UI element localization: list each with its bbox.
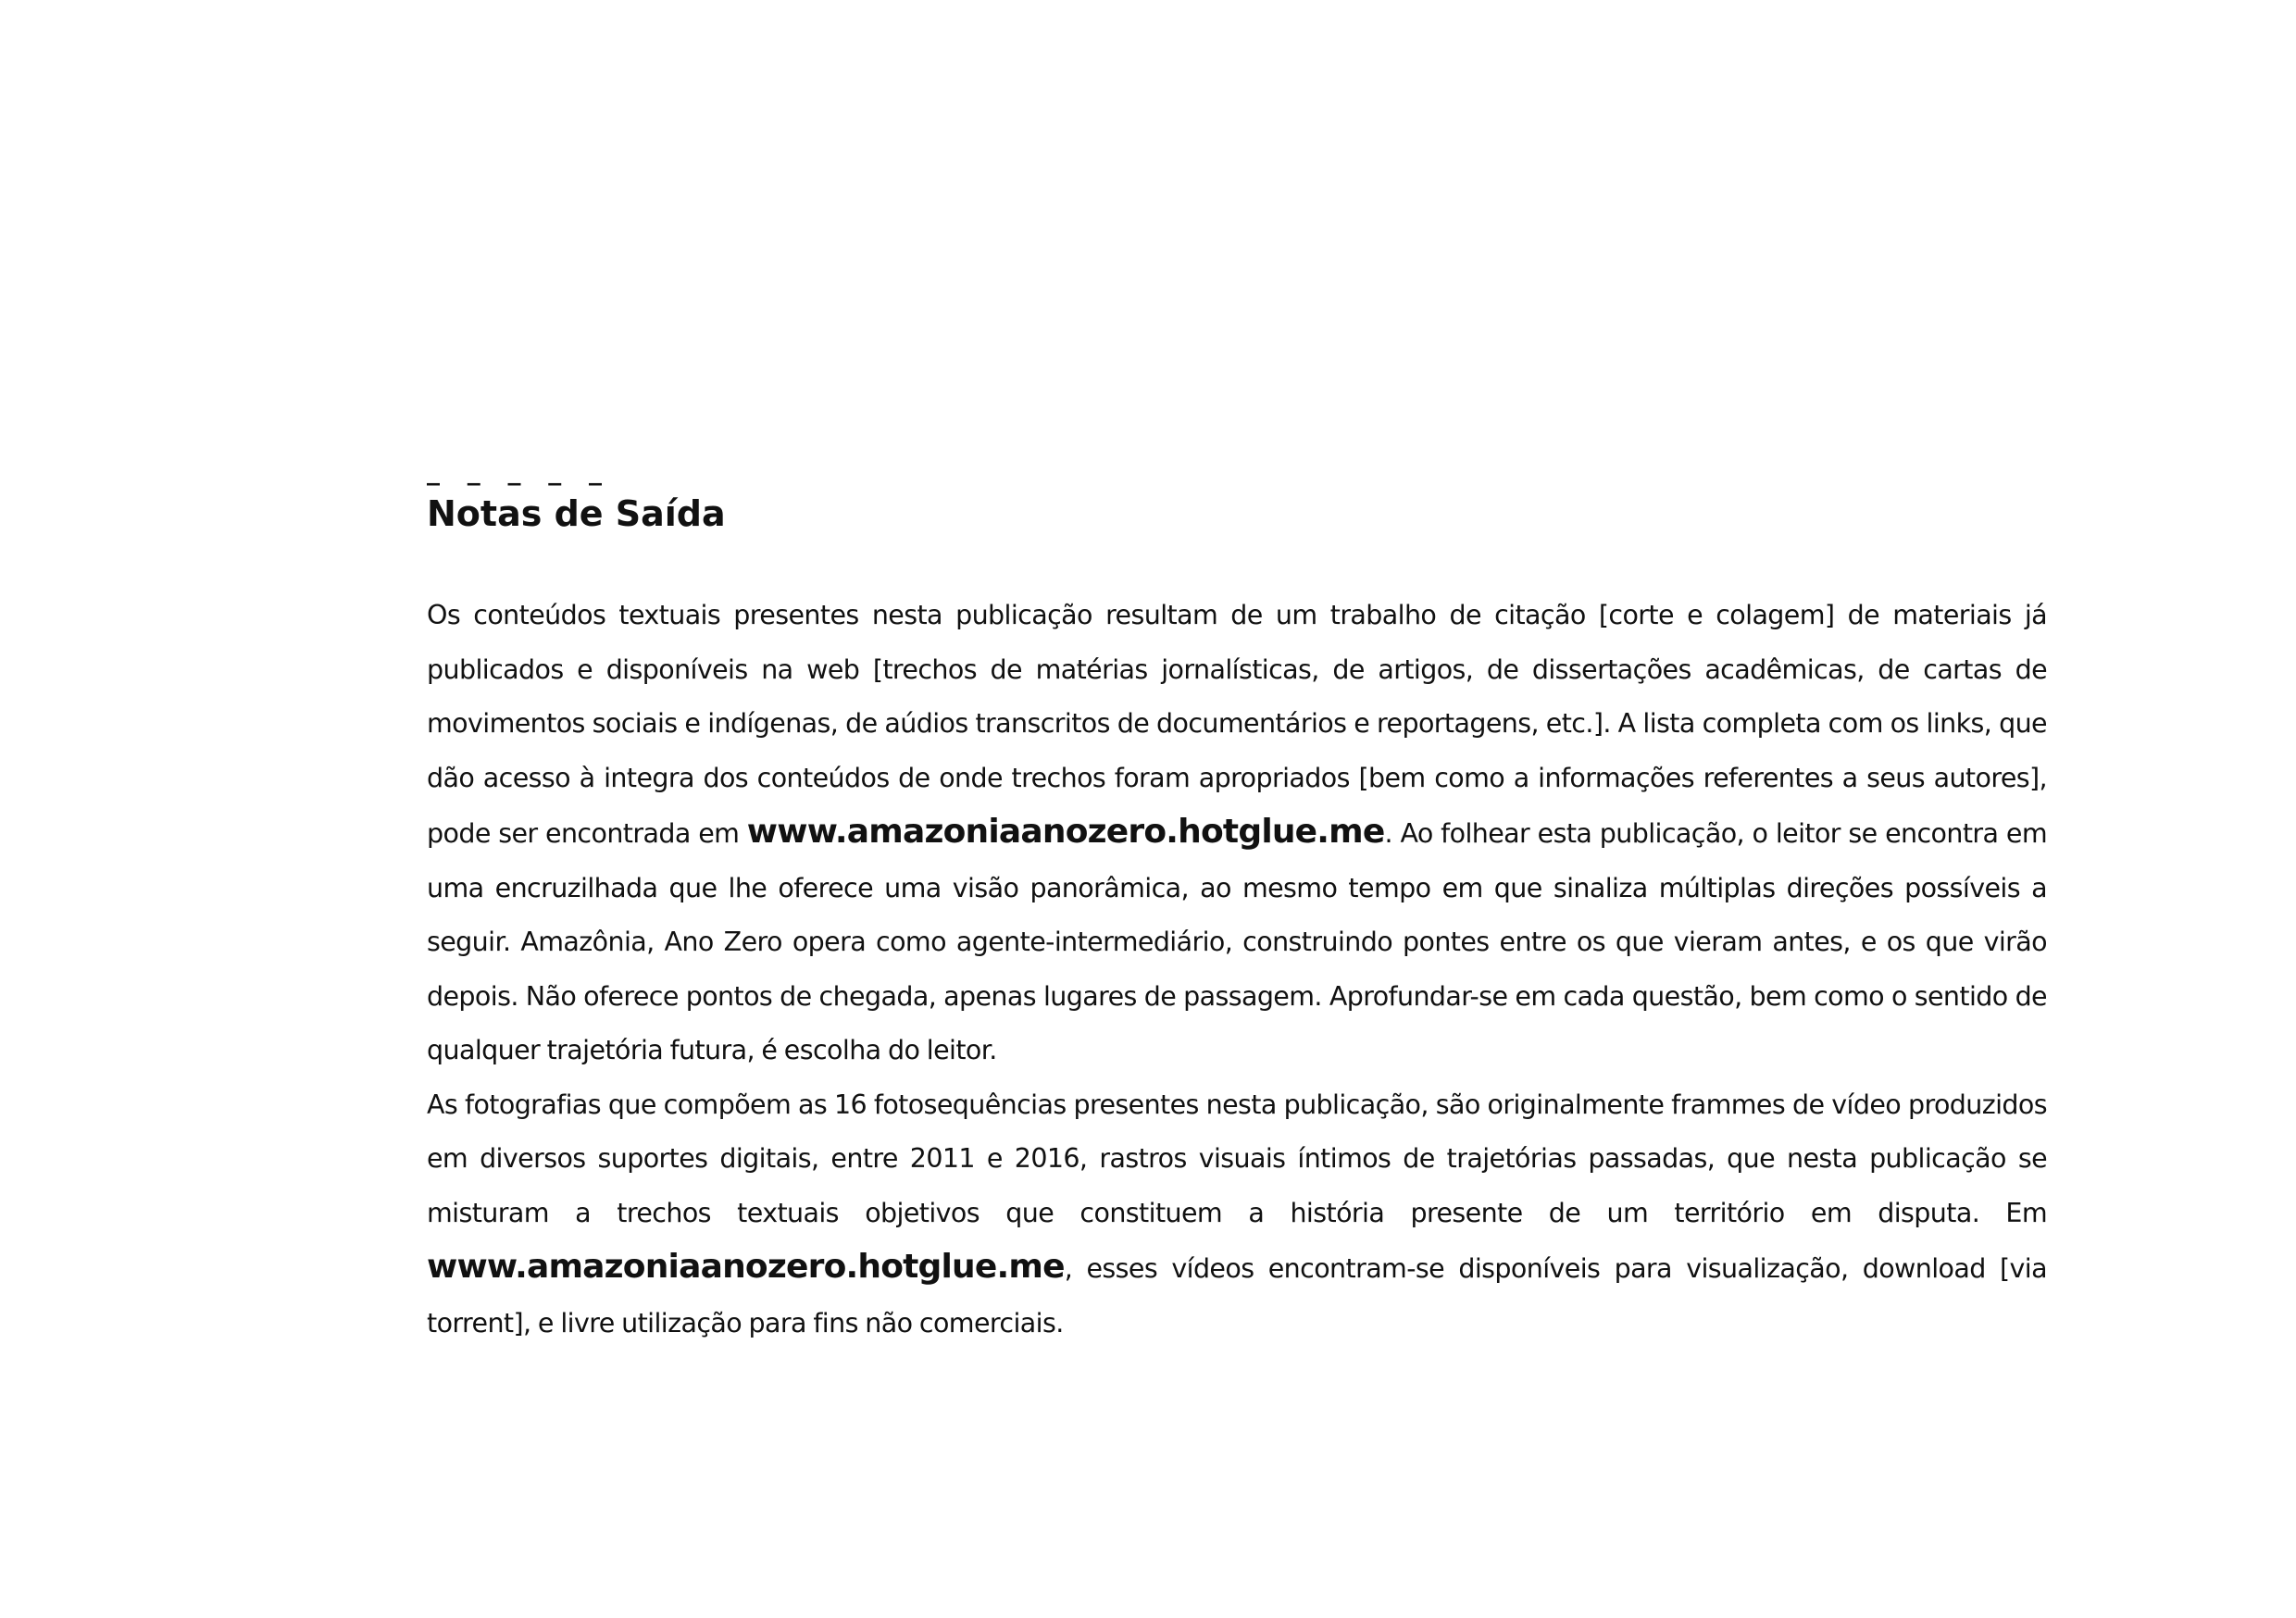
document-section: [427, 457, 2047, 1350]
paragraph-1: [427, 589, 2047, 1078]
section-dashes: _ _ _ _ _: [427, 455, 611, 486]
body-text: [427, 589, 2047, 1350]
paragraph-1-text-start: Os conteúdos textuais presentes nesta publicação resultam de um trabalho de citação [corte e colagem] de materiais já publicados e disponíveis na web [trechos de matérias jornalísticas, de artigos, de dissertações acadêmicas, de cartas de movimentos sociais e indígenas, de aúdios transcritos de documentários e reportagens, etc.]. A lista completa com os links, que dão acesso à integra dos conteúdos de onde trechos foram apropriados [bem como a informações referentes a seus autores], pode ser encontrada em: [427, 600, 2047, 849]
website-link[interactable]: www.amazoniaanozero.hotglue.me: [746, 813, 1385, 851]
paragraph-2-text-start: As fotografias que compõem as 16 fotosequências presentes nesta publicação, são originalmente frammes de vídeo produzidos em diversos suportes digitais, entre 2011 e 2016, rastros visuais íntimos de trajetórias passadas, que nesta publicação se misturam a trechos textuais objetivos que constituem a história presente de um território em disputa. Em: [427, 1089, 2047, 1228]
website-link[interactable]: www.amazoniaanozero.hotglue.me: [427, 1248, 1065, 1286]
paragraph-1-text-end: . Ao folhear esta publicação, o leitor se encontra em uma encruzilhada que lhe oferece uma visão panorâmica, ao mesmo tempo em que sinaliza múltiplas direções possíveis a seguir. Amazônia, Ano Zero opera como agente-intermediário, construindo pontes entre os que vieram antes, e os que virão depois. Não oferece pontos de chegada, apenas lugares de passagem. Aprofundar-se em cada questão, bem como o sentido de qualquer trajetória futura, é escolha do leitor.: [427, 818, 2047, 1065]
paragraph-2-text-end: , esses vídeos encontram-se disponíveis para visualização, download [via torrent], e livre utilização para fins não comerciais.: [427, 1253, 2047, 1338]
section-title: Notas de Saída: [427, 493, 726, 534]
paragraph-2: [427, 1078, 2047, 1351]
